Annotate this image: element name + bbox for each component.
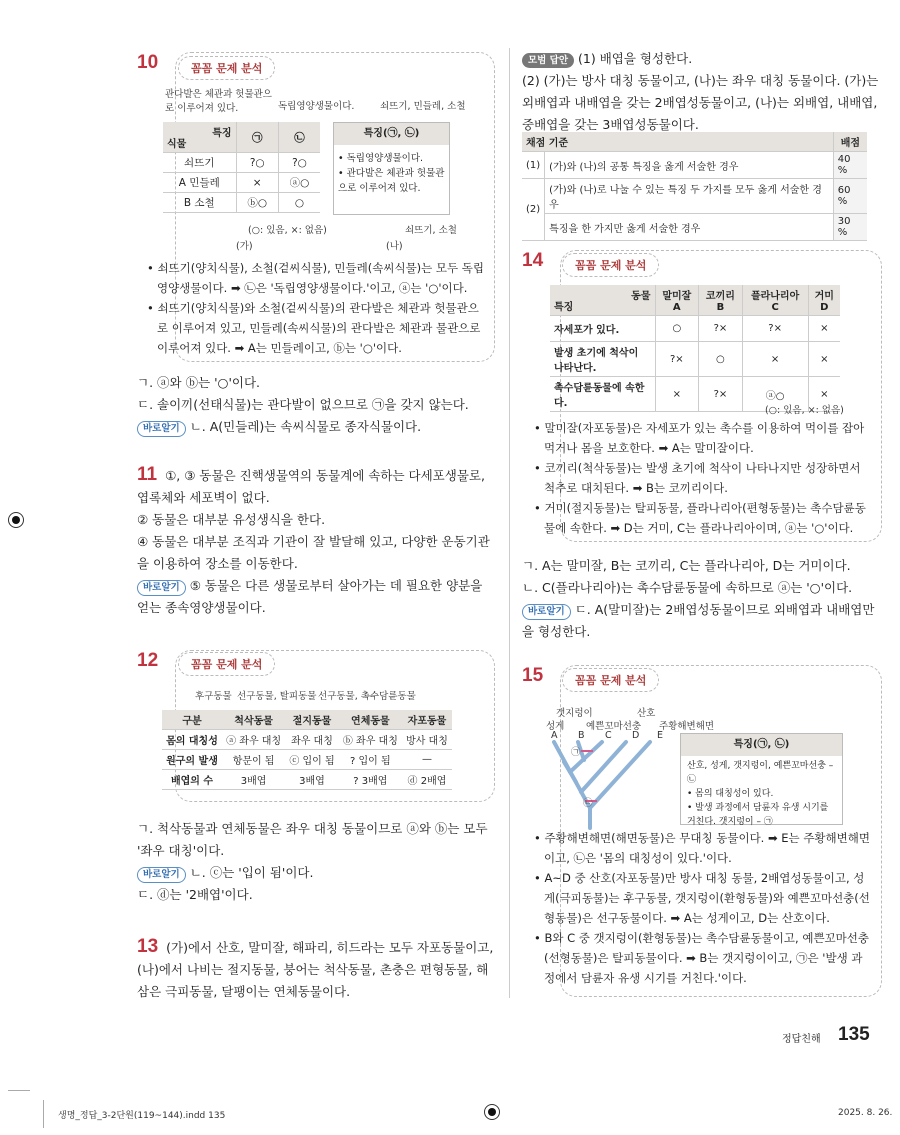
- answer-line: ㄷ. 솔이끼(선태식물)는 관다발이 없으므로 ㉠을 갖지 않는다.: [137, 397, 469, 412]
- col-header: 구분: [162, 710, 222, 730]
- cell: 몸의 대칭성: [162, 730, 222, 750]
- cell: ?○: [278, 153, 320, 173]
- cell: A 민들레: [163, 173, 236, 193]
- bullet: • 말미잘(자포동물)은 자세포가 있는 촉수를 이용하여 먹이를 잡아먹거나 몸을 보호한다. ➡ A는 말미잘이다.: [534, 421, 865, 455]
- phylogenetic-tree: [540, 730, 670, 830]
- leaf-label: C: [605, 730, 612, 741]
- cell: ×: [808, 316, 840, 342]
- cell: 방사 대칭: [402, 730, 452, 750]
- table-row: [163, 193, 320, 213]
- col-header: 배점: [833, 132, 867, 152]
- cell: 60 %: [833, 179, 867, 214]
- col-name: 말미잘: [662, 291, 692, 302]
- annotation: 쇠뜨기, 민들레, 소철: [380, 101, 466, 112]
- answer-block-12: [137, 818, 497, 906]
- cell: ×: [808, 377, 840, 412]
- answer-line: ④ 동물은 대부분 조직과 기관이 잘 발달해 있고, 다양한 운동기관을 이용하여 장소를 이동한다.: [137, 534, 490, 571]
- bullet-list: [532, 418, 872, 538]
- cell: 원구의 발생: [162, 750, 222, 770]
- col-header: ㉠: [236, 122, 278, 153]
- cell: —: [402, 750, 452, 770]
- correction-line: [137, 862, 497, 884]
- annotation: 예쁜꼬마선충: [586, 721, 642, 732]
- answer-line: ㄷ. ⓓ는 '2배엽'이다.: [137, 887, 253, 902]
- col-header: 연체동물: [339, 710, 402, 730]
- table-row: [550, 342, 840, 377]
- file-slug: 생명_정답_3-2단원(119~144).indd 135: [58, 1111, 226, 1121]
- cell: ○: [655, 316, 699, 342]
- col-header: 자포동물: [402, 710, 452, 730]
- cell: (1): [522, 152, 545, 179]
- cell: ⓑ 좌우 대칭: [339, 730, 402, 750]
- annotation: 독립영양생물이다.: [278, 101, 355, 112]
- table-row: [163, 173, 320, 193]
- col-header: [808, 285, 840, 316]
- col-letter: A: [672, 302, 681, 313]
- question-number-13: 13: [137, 936, 159, 957]
- correction-line: [522, 599, 884, 643]
- correction-badge: 바로알기: [137, 580, 186, 596]
- caption: (가): [236, 241, 253, 252]
- cell: ×: [808, 342, 840, 377]
- analysis-tag: 꼼꼼 문제 분석: [178, 652, 275, 676]
- col-name: 플라나리아: [750, 291, 800, 302]
- cell: 3배엽: [285, 770, 339, 790]
- col-header: 척삭동물: [222, 710, 285, 730]
- cell: ×: [236, 173, 278, 193]
- col-name: 코끼리: [705, 291, 735, 302]
- correction-text: ㄴ. ⓒ는 '입이 됨'이다.: [189, 865, 314, 880]
- table-row: [522, 152, 867, 179]
- cell: ? 3배엽: [339, 770, 402, 790]
- feature-item: • 관다발은 체관과 헛물관으로 이루어져 있다.: [338, 168, 445, 194]
- leaf-label: E: [657, 730, 664, 741]
- cell: 특징을 한 가지만 옳게 서술한 경우: [545, 214, 834, 241]
- table-row: [522, 214, 867, 241]
- cell: ○: [278, 193, 320, 213]
- table-row: [162, 750, 452, 770]
- table-na: [333, 122, 450, 215]
- col-header: ㉡: [278, 122, 320, 153]
- analysis-tag: 꼼꼼 문제 분석: [562, 253, 659, 277]
- question-number-10: 10: [137, 52, 159, 73]
- corner-top: 동물: [631, 291, 651, 302]
- corner-bottom: 식물: [167, 139, 187, 150]
- model-answer-badge: 모범 답안: [522, 53, 574, 68]
- cell: 3배엽: [222, 770, 285, 790]
- bullet: • 주황해변해면(해면동물)은 무대칭 동물이다. ➡ E는 주황해변해면이고, ㉡은 '몸의 대칭성이 있다.'이다.: [534, 831, 870, 865]
- col-header: [699, 285, 743, 316]
- leaf-label: D: [632, 730, 640, 741]
- cell: ○: [699, 342, 743, 377]
- annotation: 산호: [637, 708, 656, 719]
- print-date: 2025. 8. 26.: [838, 1108, 893, 1118]
- bullet: • 쇠뜨기(양치식물), 소철(겉씨식물), 민들레(속씨식물)는 모두 독립영양생물이다. ➡ ㉡은 '독립영양생물이다.'이고, ⓐ는 '○'이다.: [147, 261, 485, 295]
- annotation: 성게: [546, 721, 565, 732]
- col-name: 거미: [814, 291, 834, 302]
- answer-block-10: [137, 372, 497, 438]
- answer-line: ㄱ. 척삭동물과 연체동물은 좌우 대칭 동물이므로 ⓐ와 ⓑ는 모두 '좌우 대칭'이다.: [137, 821, 488, 858]
- answer-line: ㄱ. ⓐ와 ⓑ는 '○'이다.: [137, 375, 261, 390]
- col-letter: D: [820, 302, 829, 313]
- annotation: 쇠뜨기, 소철: [405, 225, 457, 236]
- answer-line: (1) 배엽을 형성한다.: [578, 51, 693, 66]
- cell: 자세포가 있다.: [550, 316, 655, 342]
- answer-line: (2) (가)는 방사 대칭 동물이고, (나)는 좌우 대칭 동물이다. (가)는 외배엽과 내배엽을 갖는 2배엽성동물이고, (나)는 외배엽, 내배엽, 중배엽을 갖는 3배엽성동물이다.: [522, 73, 879, 132]
- question-number-15: 15: [522, 665, 544, 686]
- cell: ? 입이 됨: [339, 750, 402, 770]
- col-header: 절지동물: [285, 710, 339, 730]
- feature-item: • 발생 과정에서 담륜자 유생 시기를 거친다. 갯지렁이 – ㉠: [687, 803, 829, 827]
- annotation: 선구동물, 촉수담륜동물: [318, 691, 416, 702]
- cell: ?×: [655, 342, 699, 377]
- feature-table: [680, 733, 843, 825]
- answer-line: ①, ③ 동물은 진핵생물역의 동물계에 속하는 다세포생물로, 엽록체와 세포벽이 없다.: [137, 468, 485, 505]
- col-header: [655, 285, 699, 316]
- cell: ?×: [742, 316, 808, 342]
- cell: 좌우 대칭: [285, 730, 339, 750]
- table-ga: [163, 122, 320, 213]
- animal-table: [550, 285, 840, 412]
- caption: (나): [386, 241, 403, 252]
- feature-item: 산호, 성게, 갯지렁이, 예쁜꼬마선충 – ㉡: [687, 761, 834, 785]
- analysis-tag: 꼼꼼 문제 분석: [562, 668, 659, 692]
- crop-mark: [43, 1100, 44, 1128]
- table-row: [550, 316, 840, 342]
- cell: 쇠뜨기: [163, 153, 236, 173]
- annotation: 후구동물: [195, 691, 232, 702]
- corner-top: 특징: [212, 128, 232, 139]
- annotation: 주황해변해면: [659, 721, 715, 732]
- feature-item: • 몸의 대칭성이 있다.: [687, 789, 774, 799]
- col-letter: B: [716, 302, 725, 313]
- correction-badge: 바로알기: [522, 604, 571, 620]
- cell: B 소철: [163, 193, 236, 213]
- correction-line: [137, 575, 497, 619]
- table-header: 특징(㉠, ㉡): [334, 123, 449, 145]
- answer-block-11: [137, 464, 497, 619]
- cell: ⓐ○: [742, 377, 808, 412]
- mark-label: ㉠: [571, 747, 581, 758]
- answer-line: ㄱ. A는 말미잘, B는 코끼리, C는 플라나리아, D는 거미이다.: [522, 558, 851, 573]
- legend: (○: 있음, ×: 없음): [248, 225, 327, 236]
- question-number-11: 11: [137, 464, 158, 485]
- correction-text: ㄴ. A(민들레)는 속씨식물로 종자식물이다.: [189, 419, 422, 434]
- section-label: 정답친해: [782, 1034, 821, 1045]
- bullet: • B와 C 중 갯지렁이(환형동물)는 촉수담륜동물이고, 예쁜꼬마선충(선형동물)은 탈피동물이다. ➡ B는 갯지렁이이고, ㉠은 '발생 과정에서 담륜자 유생 시기를 거친다.'이다.: [534, 931, 869, 985]
- correction-badge: 바로알기: [137, 421, 186, 437]
- correction-badge: 바로알기: [137, 867, 186, 883]
- cell: ⓓ 2배엽: [402, 770, 452, 790]
- bullet-list: [145, 258, 485, 358]
- cell: 촉수담륜동물에 속한다.: [550, 377, 655, 412]
- col-header: [742, 285, 808, 316]
- feature-item: • 독립영양생물이다.: [338, 153, 424, 164]
- cell: 항문이 됨: [222, 750, 285, 770]
- cell: ⓐ 좌우 대칭: [222, 730, 285, 750]
- mark-label: ㉡: [583, 798, 593, 809]
- registration-mark-icon: [484, 1104, 500, 1120]
- crop-mark: [8, 1090, 30, 1091]
- cell: (2): [522, 179, 545, 241]
- cell: ?○: [236, 153, 278, 173]
- bullet: • A~D 중 산호(자포동물)만 방사 대칭 동물, 2배엽성동물이고, 성게(극피동물)는 후구동물, 갯지렁이(환형동물)와 예쁜꼬마선충(선형동물)은 선구동물이다. ➡ A는 성게이고, D는 산호이다.: [534, 871, 870, 925]
- cell: ⓒ 입이 됨: [285, 750, 339, 770]
- legend: (○: 있음, ×: 없음): [765, 405, 844, 416]
- cell: 발생 초기에 척삭이 나타난다.: [550, 342, 655, 377]
- cell: ⓐ○: [278, 173, 320, 193]
- question-number-14: 14: [522, 250, 544, 271]
- table-row: [163, 153, 320, 173]
- phylum-table: [162, 710, 452, 790]
- correction-text: ㄷ. A(말미잘)는 2배엽성동물이므로 외배엽과 내배엽만을 형성한다.: [522, 602, 875, 639]
- cell: 40 %: [833, 152, 867, 179]
- cell: 배엽의 수: [162, 770, 222, 790]
- column-divider: [509, 48, 510, 998]
- cell: ×: [655, 377, 699, 412]
- bullet-list: [532, 828, 872, 988]
- bullet: • 쇠뜨기(양치식물)와 소철(겉씨식물)의 관다발은 체관과 헛물관으로 이루어져 있고, 민들레(속씨식물)의 관다발은 체관과 물관으로 이루어져 있다. ➡ A는 민들레이고, ⓑ는 '○'이다.: [147, 301, 481, 355]
- bullet: • 거미(절지동물)는 탈피동물, 플라나리아(편형동물)는 촉수담륜동물에 속한다. ➡ D는 거미, C는 플라나리아이며, ⓐ는 '○'이다.: [534, 501, 866, 535]
- correction-line: [137, 416, 497, 438]
- table-row: [522, 179, 867, 214]
- annotation: 갯지렁이: [556, 708, 593, 719]
- cell: (가)와 (나)로 나눌 수 있는 특징 두 가지를 모두 옳게 서술한 경우: [545, 179, 834, 214]
- cell: (가)와 (나)의 공통 특징을 옳게 서술한 경우: [545, 152, 834, 179]
- answer-block-14: [522, 555, 884, 643]
- leaf-label: A: [551, 730, 558, 741]
- bullet: • 코끼리(척삭동물)는 발생 초기에 척삭이 나타나지만 성장하면서 척추로 대치된다. ➡ B는 코끼리이다.: [534, 461, 861, 495]
- answer-line: ㄴ. C(플라나리아)는 촉수담륜동물에 속하므로 ⓐ는 '○'이다.: [522, 580, 853, 595]
- table-row: [162, 730, 452, 750]
- cell: ⓑ○: [236, 193, 278, 213]
- analysis-tag: 꼼꼼 문제 분석: [178, 56, 275, 80]
- feature-list: [334, 145, 449, 202]
- col-letter: C: [771, 302, 779, 313]
- cell: 30 %: [833, 214, 867, 241]
- corner-bottom: 특징: [554, 302, 574, 313]
- answer-text: (가)에서 산호, 말미잘, 해파리, 히드라는 모두 자포동물이고, (나)에서 나비는 절지동물, 붕어는 척삭동물, 촌충은 편형동물, 해삼은 극피동물, 달팽이는 연체동물이다.: [137, 940, 494, 999]
- cell: ?×: [699, 377, 743, 412]
- registration-mark-icon: [8, 512, 24, 528]
- col-header: 채점 기준: [522, 132, 833, 152]
- cell: ×: [742, 342, 808, 377]
- page-number: 135: [838, 1024, 870, 1045]
- table-header: 특징(㉠, ㉡): [681, 734, 842, 756]
- correction-text: ⑤ 동물은 다른 생물로부터 살아가는 데 필요한 양분을 얻는 종속영양생물이다.: [137, 578, 483, 615]
- cell: ?×: [699, 316, 743, 342]
- grading-table: [522, 132, 867, 241]
- answer-block-13: [137, 936, 497, 1003]
- leaf-label: B: [578, 730, 585, 741]
- model-answer: [522, 48, 882, 136]
- annotation: 관다발은 체관과 헛물관으로 이루어져 있다.: [165, 89, 272, 114]
- table-row: [162, 770, 452, 790]
- answer-line: ② 동물은 대부분 유성생식을 한다.: [137, 512, 326, 527]
- question-number-12: 12: [137, 650, 159, 671]
- annotation: 선구동물, 탈피동물: [237, 691, 317, 702]
